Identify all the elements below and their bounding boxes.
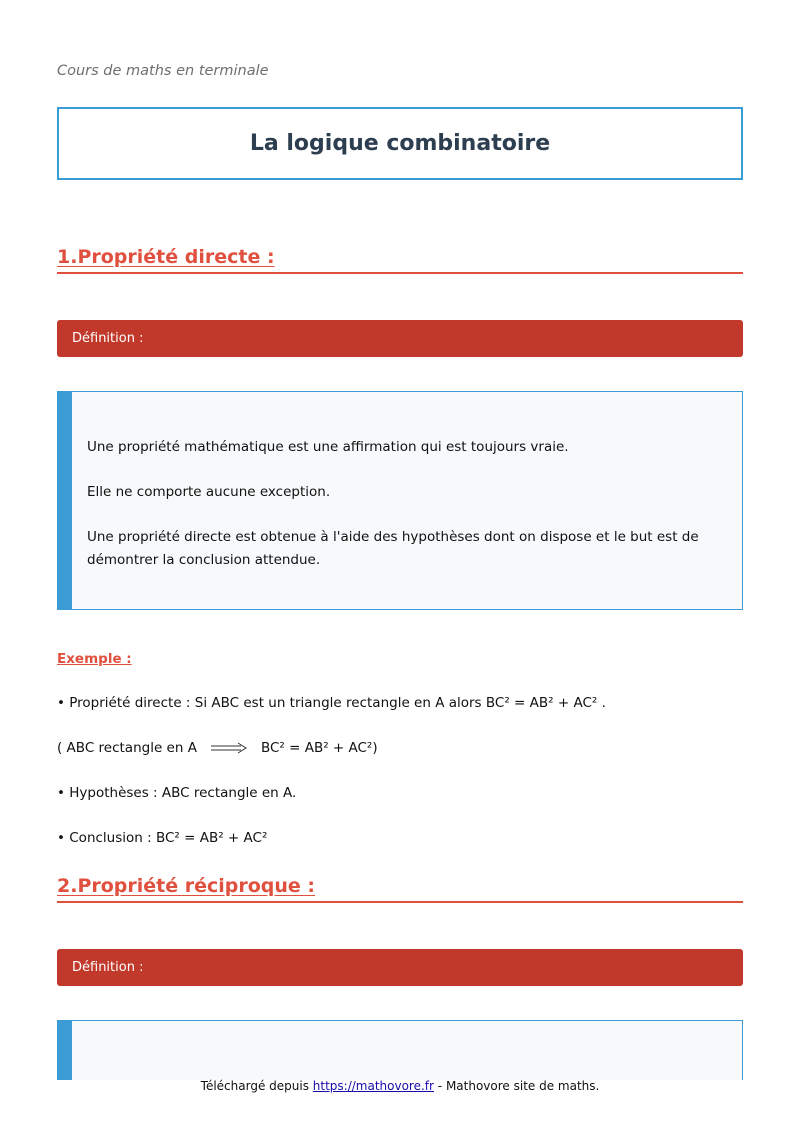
footer-prefix: Téléchargé depuis <box>200 1079 309 1093</box>
definition-paragraph: Une propriété mathématique est une affirmation qui est toujours vraie. <box>87 439 569 455</box>
section-heading-propriete-reciproque: 2.Propriété réciproque : <box>57 875 743 903</box>
definition-box <box>57 391 743 610</box>
footer-link[interactable]: https://mathovore.fr <box>312 1079 434 1093</box>
page-title: La logique combinatoire <box>249 131 551 156</box>
implication-right: BC² = AB² + AC²) <box>260 740 378 756</box>
definition-box <box>57 1020 743 1080</box>
implies-arrow-icon <box>211 742 247 754</box>
definition-bar <box>57 949 743 986</box>
implication-left: ( ABC rectangle en A <box>57 740 197 756</box>
definition-paragraph: Elle ne comporte aucune exception. <box>87 484 331 500</box>
footer <box>0 1079 800 1093</box>
section-heading-propriete-directe: 1.Propriété directe : <box>57 246 743 274</box>
definition-label: Définition : <box>72 331 144 346</box>
example-line-conclusion: • Conclusion : BC² = AB² + AC² <box>57 830 268 846</box>
course-subtitle: Cours de maths en terminale <box>57 63 269 79</box>
example-line-direct: • Propriété directe : Si ABC est un triangle rectangle en A alors BC² = AB² + AC² . <box>57 695 606 711</box>
example-label: Exemple : <box>57 651 132 667</box>
implication-line <box>57 740 378 756</box>
definition-label: Définition : <box>72 960 144 975</box>
definition-paragraph: Une propriété directe est obtenue à l'aide des hypothèses dont on dispose et le but est de démontrer la conclusion attendue. <box>87 529 699 568</box>
example-line-hypotheses: • Hypothèses : ABC rectangle en A. <box>57 785 297 801</box>
footer-suffix: - Mathovore site de maths. <box>437 1079 600 1093</box>
title-box <box>57 107 743 180</box>
definition-bar <box>57 320 743 357</box>
